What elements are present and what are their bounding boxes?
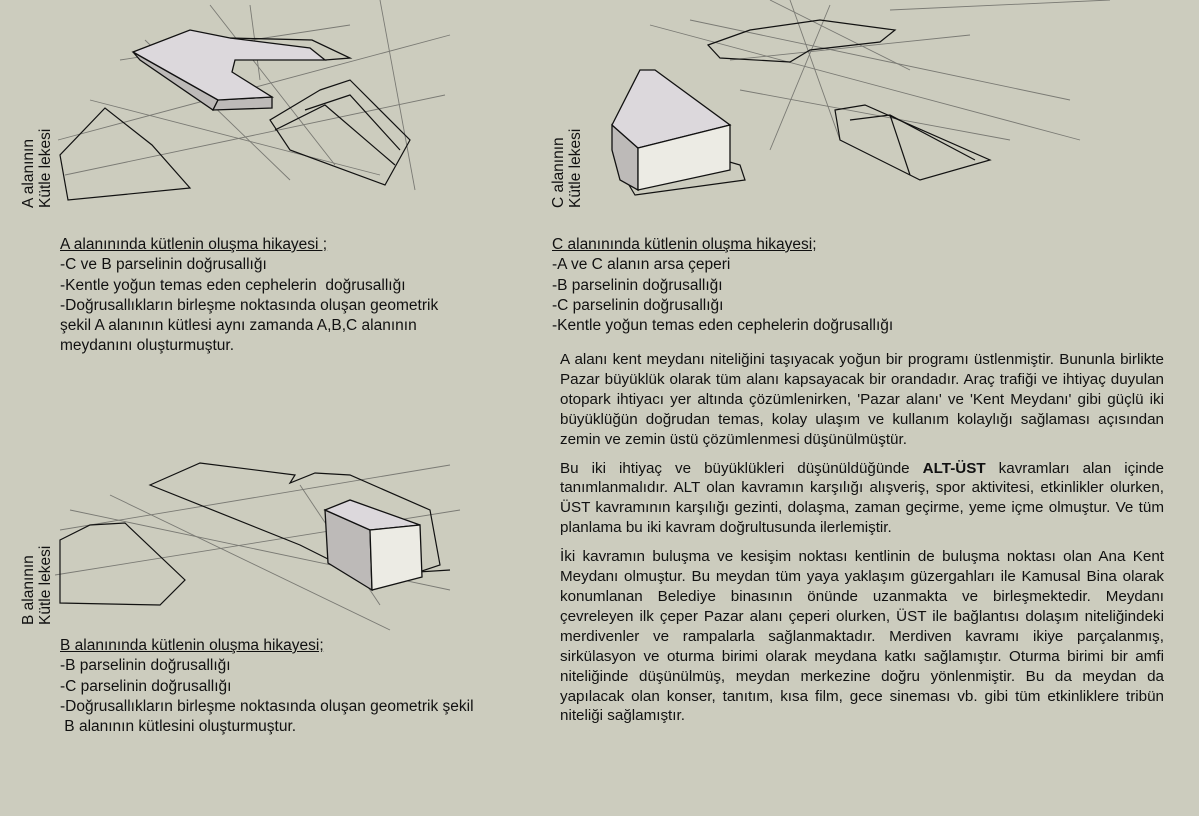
diagram-c-mass: [590, 0, 1190, 215]
story-c-heading: C alanınında kütlenin oluşma hikayesi;: [552, 236, 817, 253]
diagram-b-mass: [50, 455, 470, 630]
alt-ust-term: ALT-ÜST: [922, 459, 986, 477]
diagram-b-label-line2: Kütle lekesi: [37, 545, 54, 625]
diagram-c-label: [550, 129, 584, 208]
story-b-item: -B parselinin doğrusallığı: [60, 657, 231, 675]
body-text: [560, 350, 1164, 735]
diagram-c-label-line1: C alanının: [550, 137, 567, 208]
body-paragraph-2: [560, 459, 1164, 539]
body-paragraph-3: İki kavramın buluşma ve kesişim noktası kentlinin de buluşma noktası olan Ana Kent Meydanı olmuştur. Bu meydan tüm yaya yaklaşım güzergahları ile Kamusal Bina olarak konumlanan Belediye binasının önünde uzanmakta ve birleşmektedir. Meydanı çevreleyen ilk çeper Pazar alanı çeperi olurken, ÜST ile bağlantısı dolaşım niteliğindeki merdivenler ve rampalarla sağlanmaktadır. Merdiven kavramı ikiye parçalanmış, sirkülasyon ve oturma birimi olarak meydana katkı sağlamıştır. Oturma birimi bir amfi niteliğinde düşünülmüş, meydan merkezine doğru yönlenmiştir. Bu da meydan da yapılacak olan konser, tanıtım, kısa film, gece sineması vb. gibi tüm etkinliklere tribün niteliği sağlamıştır.: [560, 548, 1164, 725]
story-b-item: -C parselinin doğrusallığı: [60, 677, 232, 695]
diagram-a-label: [20, 129, 54, 208]
body-paragraph-1: A alanı kent meydanı niteliğini taşıyacak yoğun bir programı üstlenmiştir. Bununla birlikte Pazar büyüklük olarak tüm alanı kapsayacak bir orandadır. Araç trafiği ve ihtiyaç duyulan otopark ihtiyacı yer altında çözümlenirken, 'Pazar alanı' ve 'Kent Meydanı' gibi güçlü iki büyüklüğün doğrudan temas, kolay ulaşım ve kullanım kolaylığı sağlaması açısından zemin ve zemin üstü çözümlenmesi düşünülmüştür.: [560, 351, 1164, 448]
diagram-a-mass: [50, 0, 470, 215]
story-c-item: -A ve C alanın arsa çeperi: [552, 256, 731, 274]
diagram-c-label-line2: Kütle lekesi: [567, 128, 584, 208]
body-paragraph-2-end: kavramları alan içinde tanımlanmalıdır. ALT olan kavramın karşılığı alışveriş, spor aktivitesi, etkinlikler olurken, ÜST kavramının karşılığı gezinti, dolaşma, zaman geçirme, yeme içme olmuştur. Ve tüm planlama bu iki kavram doğrultusunda ilerlemiştir.: [560, 459, 1164, 537]
story-a-item: şekil A alanının kütlesi aynı zamanda A,B,C alanının: [60, 317, 417, 335]
story-c-item: -C parselinin doğrusallığı: [552, 296, 724, 314]
story-a-item: -Doğrusallıkların birleşme noktasında oluşan geometrik: [60, 296, 439, 314]
story-a: [60, 235, 540, 357]
body-paragraph-2-start: Bu iki ihtiyaç ve büyüklükleri düşünüldüğünde: [560, 459, 923, 477]
diagram-a-label-line2: Kütle lekesi: [37, 128, 54, 208]
story-a-item: -Kentle yoğun temas eden cephelerin doğrusallığı: [60, 276, 406, 294]
story-b-item: B alanının kütlesini oluşturmuştur.: [60, 718, 297, 736]
story-b-heading: B alanınında kütlenin oluşma hikayesi;: [60, 637, 324, 654]
diagram-b-label-line1: B alanının: [20, 555, 37, 625]
story-b-item: -Doğrusallıkların birleşme noktasında oluşan geometrik şekil: [60, 697, 474, 715]
diagram-b-label: [20, 546, 54, 625]
story-a-item: -C ve B parselinin doğrusallığı: [60, 256, 267, 274]
story-c: [552, 235, 1112, 336]
story-c-item: -B parselinin doğrusallığı: [552, 276, 723, 294]
story-a-heading: A alanınında kütlenin oluşma hikayesi ;: [60, 236, 328, 253]
story-c-item: -Kentle yoğun temas eden cephelerin doğrusallığı: [552, 317, 894, 335]
diagram-a-label-line1: A alanının: [20, 139, 37, 208]
story-b: [60, 636, 555, 737]
story-a-item: meydanını oluşturmuştur.: [60, 337, 235, 355]
